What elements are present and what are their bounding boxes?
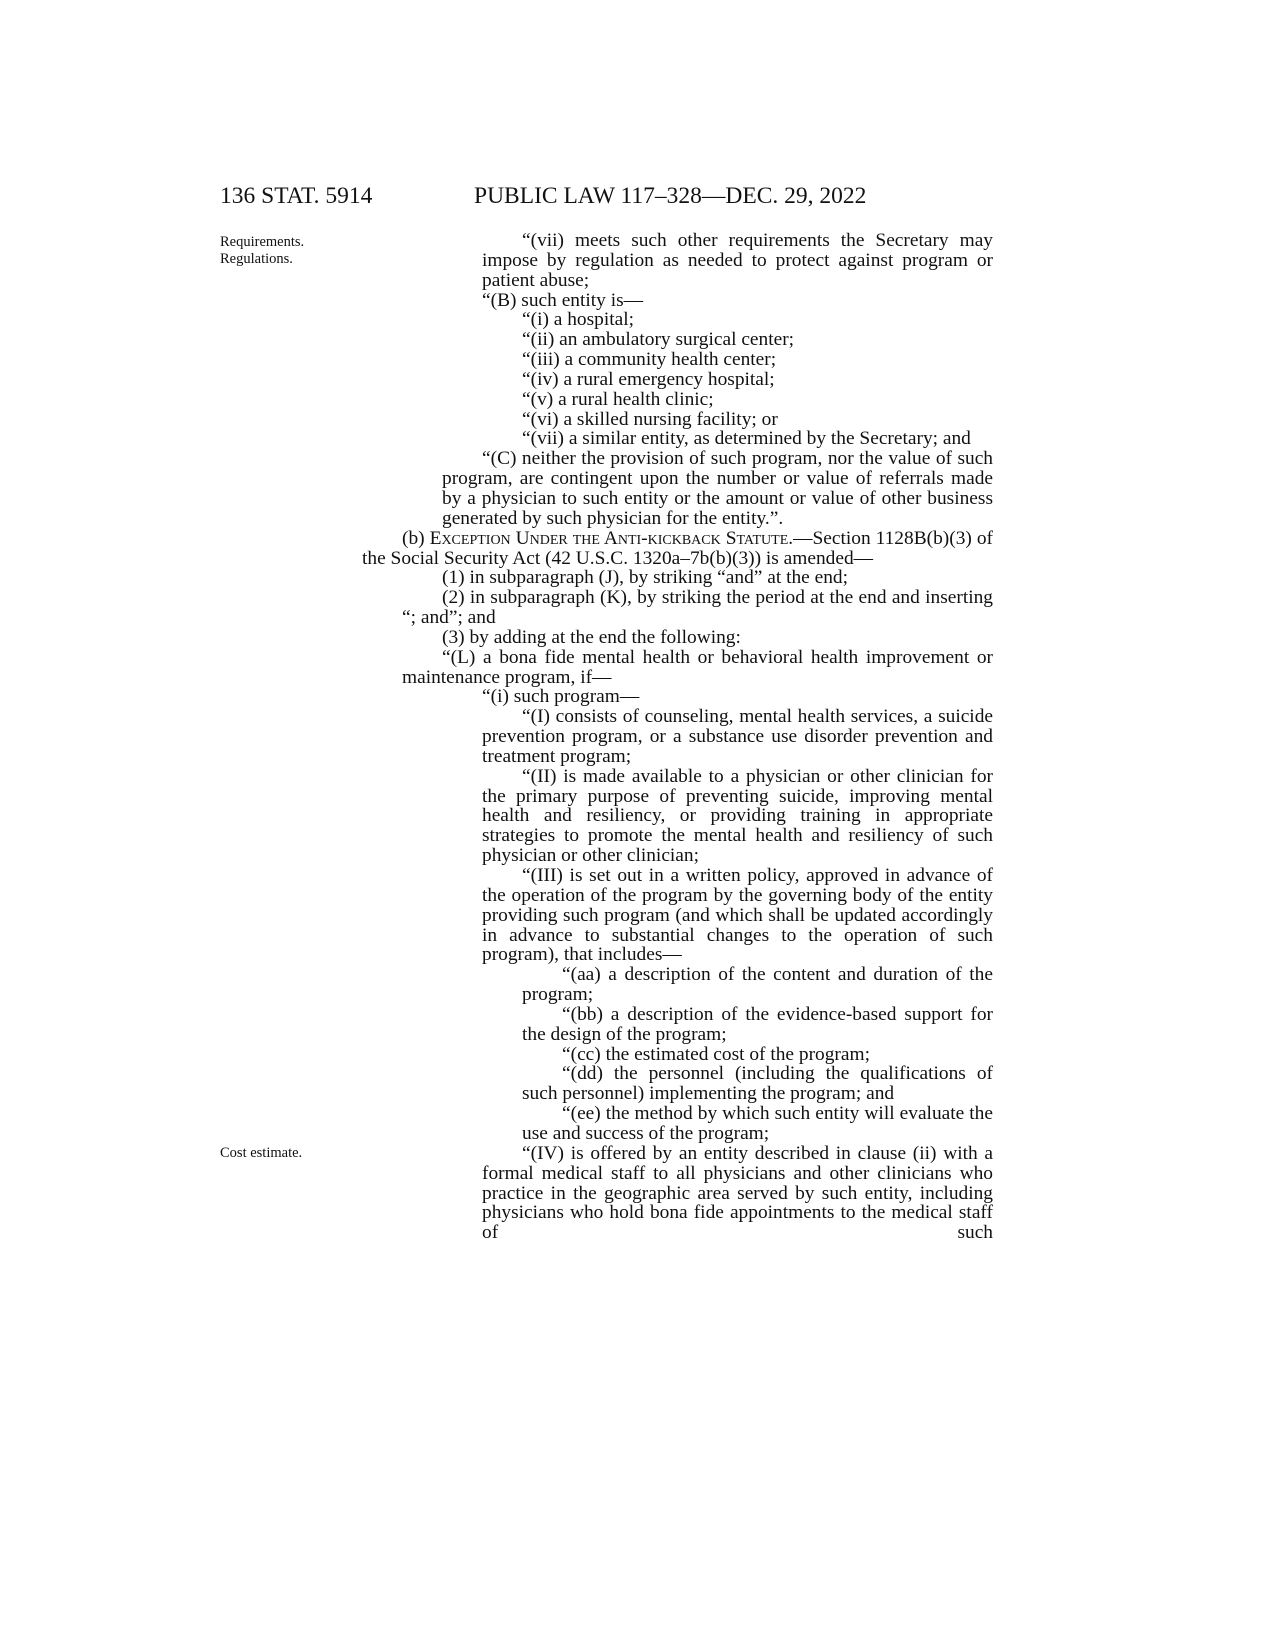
margin-note-requirements: Requirements. — [220, 234, 305, 250]
subclause-iv: “(IV) is offered by an entity described in clause (ii) with a formal medical staff to all physicians and other clinicians who practice in the geographic area served by such entity, including physicians who hold bona fide appointments to the medical staff of such — [482, 1142, 993, 1244]
item-bb: “(bb) a description of the evidence-based support for the design of the program; — [522, 1003, 993, 1045]
subparagraph-b: “(B) such entity is— — [482, 289, 644, 311]
amendment-3: (3) by adding at the end the following: — [442, 626, 741, 648]
subparagraph-l: “(L) a bona fide mental health or behavioral health improvement or maintenance program, if— — [402, 646, 993, 688]
item-dd: “(dd) the personnel (including the qualifications of such personnel) implementing the program; and — [522, 1063, 993, 1105]
clause-vii-requirements: “(vii) meets such other requirements the Secretary may impose by regulation as needed to protect against program or patient abuse; — [482, 230, 993, 291]
clause-v-rural-clinic: “(v) a rural health clinic; — [522, 388, 714, 410]
item-ee: “(ee) the method by which such entity will evaluate the use and success of the program; — [522, 1103, 993, 1144]
margin-note-cost-estimate: Cost estimate. — [220, 1145, 303, 1161]
clause-i-hospital: “(i) a hospital; — [522, 309, 634, 331]
item-aa: “(aa) a description of the content and duration of the program; — [522, 964, 993, 1006]
subclause-iii: “(III) is set out in a written policy, approved in advance of the operation of the program by the governing body of the entity providing such program (and which shall be updated accordingly in advance to substantial changes to the operation of such program), that includes— — [482, 865, 993, 966]
clause-iv-rural-emergency: “(iv) a rural emergency hospital; — [522, 368, 775, 390]
subsection-b-heading: Exception Under the Anti-kickback Statute. — [429, 527, 794, 549]
item-cc: “(cc) the estimated cost of the program; — [562, 1043, 870, 1065]
clause-i-program: “(i) such program— — [482, 686, 640, 708]
subclause-i: “(I) consists of counseling, mental health services, a suicide prevention program, or a substance use disorder prevention and treatment program; — [482, 706, 993, 767]
clause-vi-nursing: “(vi) a skilled nursing facility; or — [522, 408, 778, 430]
running-title: PUBLIC LAW 117–328—DEC. 29, 2022 — [474, 183, 867, 209]
subsection-b — [362, 529, 993, 569]
page-reference: 136 STAT. 5914 — [220, 183, 373, 209]
subsection-b-label: (b) — [402, 527, 430, 549]
clause-iii-community: “(iii) a community health center; — [522, 349, 777, 371]
clause-ii-ambulatory: “(ii) an ambulatory surgical center; — [522, 329, 795, 351]
statute-text — [362, 231, 993, 1243]
subsection-b-text: —Section 1128B(b)(3) of the Social Security Act (42 U.S.C. 1320a–7b(b)(3)) is amended— — [362, 527, 993, 569]
amendment-1: (1) in subparagraph (J), by striking “and” at the end; — [442, 567, 849, 589]
margin-note-regulations: Regulations. — [220, 251, 293, 267]
clause-vii-similar-entity: “(vii) a similar entity, as determined by the Secretary; and — [522, 428, 971, 450]
subparagraph-c: “(C) neither the provision of such program, nor the value of such program, are contingent upon the number or value of referrals made by a physician to such entity or the amount or value of other business generated by such physician for the entity.”. — [442, 448, 993, 529]
subclause-ii: “(II) is made available to a physician or other clinician for the primary purpose of preventing suicide, improving mental health and resiliency, or providing training in appropriate strategies to promote the mental health and resiliency of such physician or other clinician; — [482, 765, 993, 867]
amendment-2: (2) in subparagraph (K), by striking the period at the end and inserting “; and”; and — [402, 587, 993, 629]
